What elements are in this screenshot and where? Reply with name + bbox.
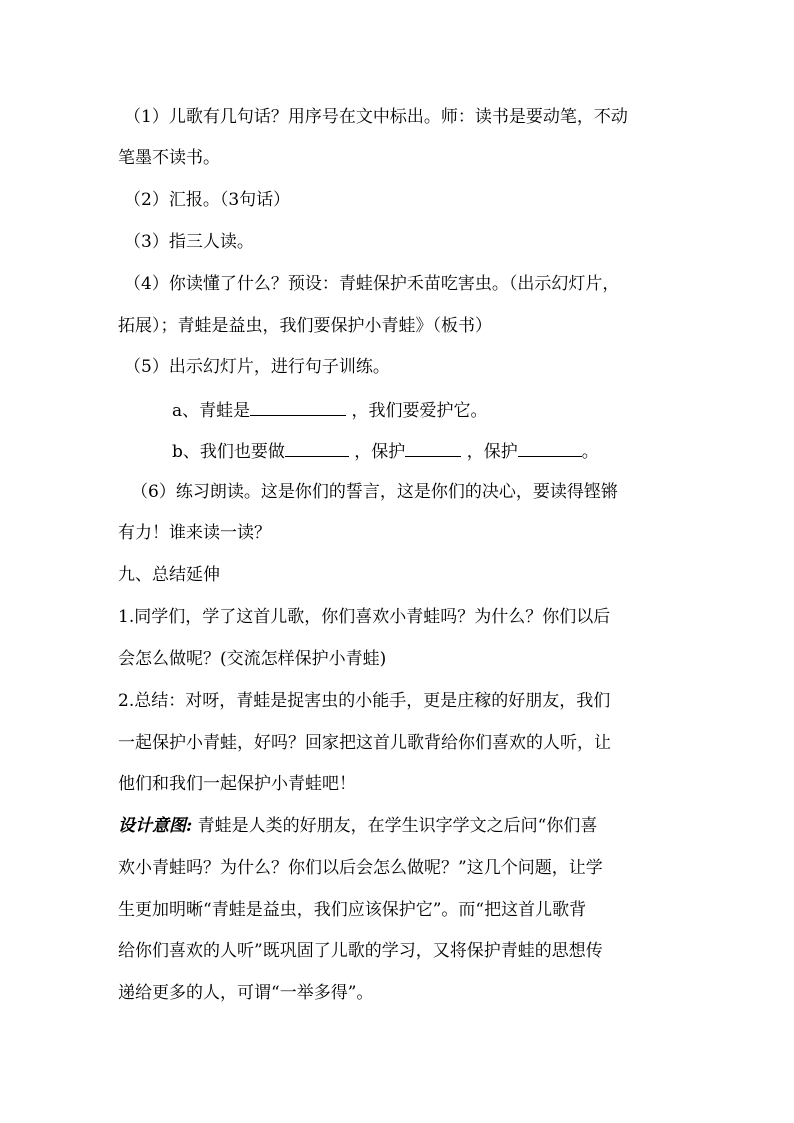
- summary-2-line-2: 一起保护小青蛙，好吗？回家把这首儿歌背给你们喜欢的人听，让: [118, 733, 611, 753]
- exercise-a-prefix: a、青蛙是: [172, 401, 251, 421]
- section-heading: 九、总结延伸: [118, 565, 220, 585]
- step-4-line-1: （4）你读懂了什么？预设：青蛙保护禾苗吃害虫。（出示幻灯片，: [124, 274, 620, 294]
- step-1-line-1: （1）儿歌有几句话？用序号在文中标出。师：读书是要动笔，不动: [124, 107, 628, 127]
- design-intent-line-4: 给你们喜欢的人听”既巩固了儿歌的学习，又将保护青蛙的思想传: [118, 941, 603, 961]
- exercise-b-blank-2: [405, 439, 461, 457]
- exercise-b-mid-2: ，保护: [461, 442, 518, 462]
- summary-2-line-3: 他们和我们一起保护小青蛙吧！: [118, 774, 356, 794]
- exercise-b-suffix: 。: [581, 442, 599, 462]
- step-6-line-1: （6）练习朗读。这是你们的誓言，这是你们的决心，要读得铿锵: [131, 482, 618, 502]
- exercise-a: [172, 398, 488, 422]
- design-intent-label: 设计意图:: [118, 816, 193, 836]
- step-3-line: （3）指三人读。: [124, 232, 254, 252]
- step-5-line: （5）出示幻灯片，进行句子训练。: [124, 357, 390, 377]
- exercise-b-blank-1: [285, 439, 349, 457]
- design-intent-first-text: 青蛙是人类的好朋友，在学生识字学文之后问“你们喜: [192, 816, 598, 836]
- summary-2-line-1: 2.总结：对呀，青蛙是捉害虫的小能手，更是庄稼的好朋友，我们: [118, 691, 611, 711]
- step-2-line: （2）汇报。（3句话）: [124, 190, 291, 210]
- exercise-b-prefix: b、我们也要做: [172, 442, 285, 462]
- exercise-a-blank: [250, 398, 346, 416]
- design-intent-line-2: 欢小青蛙吗？为什么？你们以后会怎么做呢？”这几个问题，让学: [118, 858, 603, 878]
- exercise-b-blank-3: [518, 439, 582, 457]
- summary-1-line-2: 会怎么做呢？(交流怎样保护小青蛙): [118, 649, 387, 669]
- exercise-b-mid-1: ，保护: [348, 442, 406, 462]
- summary-1-line-1: 1.同学们，学了这首儿歌，你们喜欢小青蛙吗？为什么？你们以后: [118, 607, 611, 627]
- step-4-line-2: 拓展）；青蛙是益虫，我们要保护小青蛙》（板书）: [118, 316, 492, 336]
- design-intent-line-5: 递给更多的人，可谓“一举多得”。: [118, 983, 374, 1003]
- design-intent-line-3: 生更加明晰“青蛙是益虫，我们应该保护它”。而“把这首儿歌背: [118, 900, 587, 920]
- exercise-a-suffix: ，我们要爱护它。: [346, 401, 488, 421]
- design-intent-line-1: [118, 815, 597, 837]
- exercise-b: [172, 439, 599, 463]
- step-6-line-2: 有力！谁来读一读？: [118, 523, 271, 543]
- step-1-line-2: 笔墨不读书。: [118, 148, 220, 168]
